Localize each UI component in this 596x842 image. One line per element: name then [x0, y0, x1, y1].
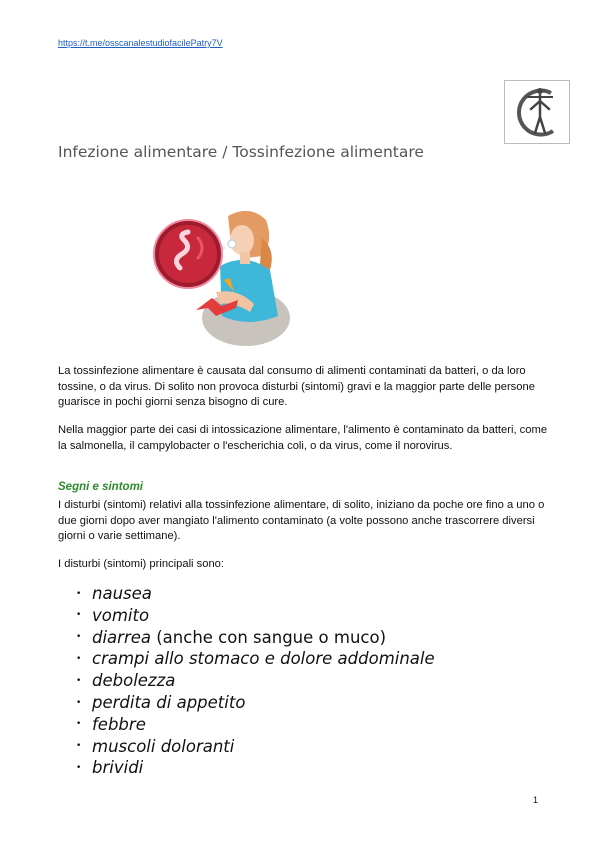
bullet-icon: • [76, 697, 82, 708]
page-number: 1 [533, 795, 539, 805]
section-heading: Segni e sintomi [58, 481, 143, 493]
symptom-text: perdita di appetito [92, 692, 246, 712]
bullet-icon: • [76, 653, 82, 664]
list-item [76, 605, 435, 627]
bullet-icon: • [76, 719, 82, 730]
bullet-icon: • [76, 675, 82, 686]
bullet-icon: • [76, 588, 82, 599]
symptom-text: diarrea [92, 627, 151, 647]
causes-paragraph: Nella maggior parte dei casi di intossicazione alimentare, l'alimento è contaminato da batteri, come la salmonella, il campylobacter o l'escherichia coli, o da virus, come il norovirus. [58, 424, 548, 452]
symptom-text: nausea [92, 584, 152, 603]
onset-paragraph: I disturbi (sintomi) relativi alla tossinfezione alimentare, di solito, iniziano da poche ore fino a uno o due giorni dopo aver mangiato l'alimento contaminato (a volte possono anche trascorrere diversi giorni o varie settimane). [58, 499, 545, 542]
symptom-note: (anche con sangue o muco) [151, 627, 387, 647]
intro-paragraph: La tossinfezione alimentare è causata dal consumo di alimenti contaminati da batteri, o da loro tossine, o da virus. Di solito non provoca disturbi (sintomi) gravi e la maggior parte delle persone guarisce in pochi giorni senza bisogno di cure. [58, 365, 535, 408]
symptoms-intro: I disturbi (sintomi) principali sono: [58, 558, 225, 570]
list-item [76, 757, 435, 779]
list-item [76, 670, 435, 692]
symptom-text: crampi allo stomaco e dolore addominale [92, 649, 435, 669]
bullet-icon: • [76, 762, 82, 773]
symptom-text: debolezza [92, 671, 176, 691]
bullet-icon: • [76, 610, 82, 621]
symptom-text: brividi [92, 758, 144, 778]
medical-logo-icon [504, 80, 570, 144]
symptoms-list [76, 583, 435, 779]
bullet-icon: • [76, 632, 82, 643]
telegram-link[interactable]: https://t.me/osscanalestudiofacilePatry7V [58, 38, 223, 48]
symptom-text: vomito [92, 605, 150, 625]
symptom-text: muscoli doloranti [92, 736, 235, 756]
woman-stomach-pain-bacteria-icon [150, 208, 295, 346]
list-item [76, 583, 435, 605]
list-item [76, 736, 435, 758]
list-item [76, 648, 435, 670]
list-item [76, 692, 435, 714]
symptom-text: febbre [92, 714, 146, 734]
list-item [76, 714, 435, 736]
list-item [76, 627, 435, 649]
bullet-icon: • [76, 741, 82, 752]
page-title: Infezione alimentare / Tossinfezione alimentare [58, 143, 424, 161]
